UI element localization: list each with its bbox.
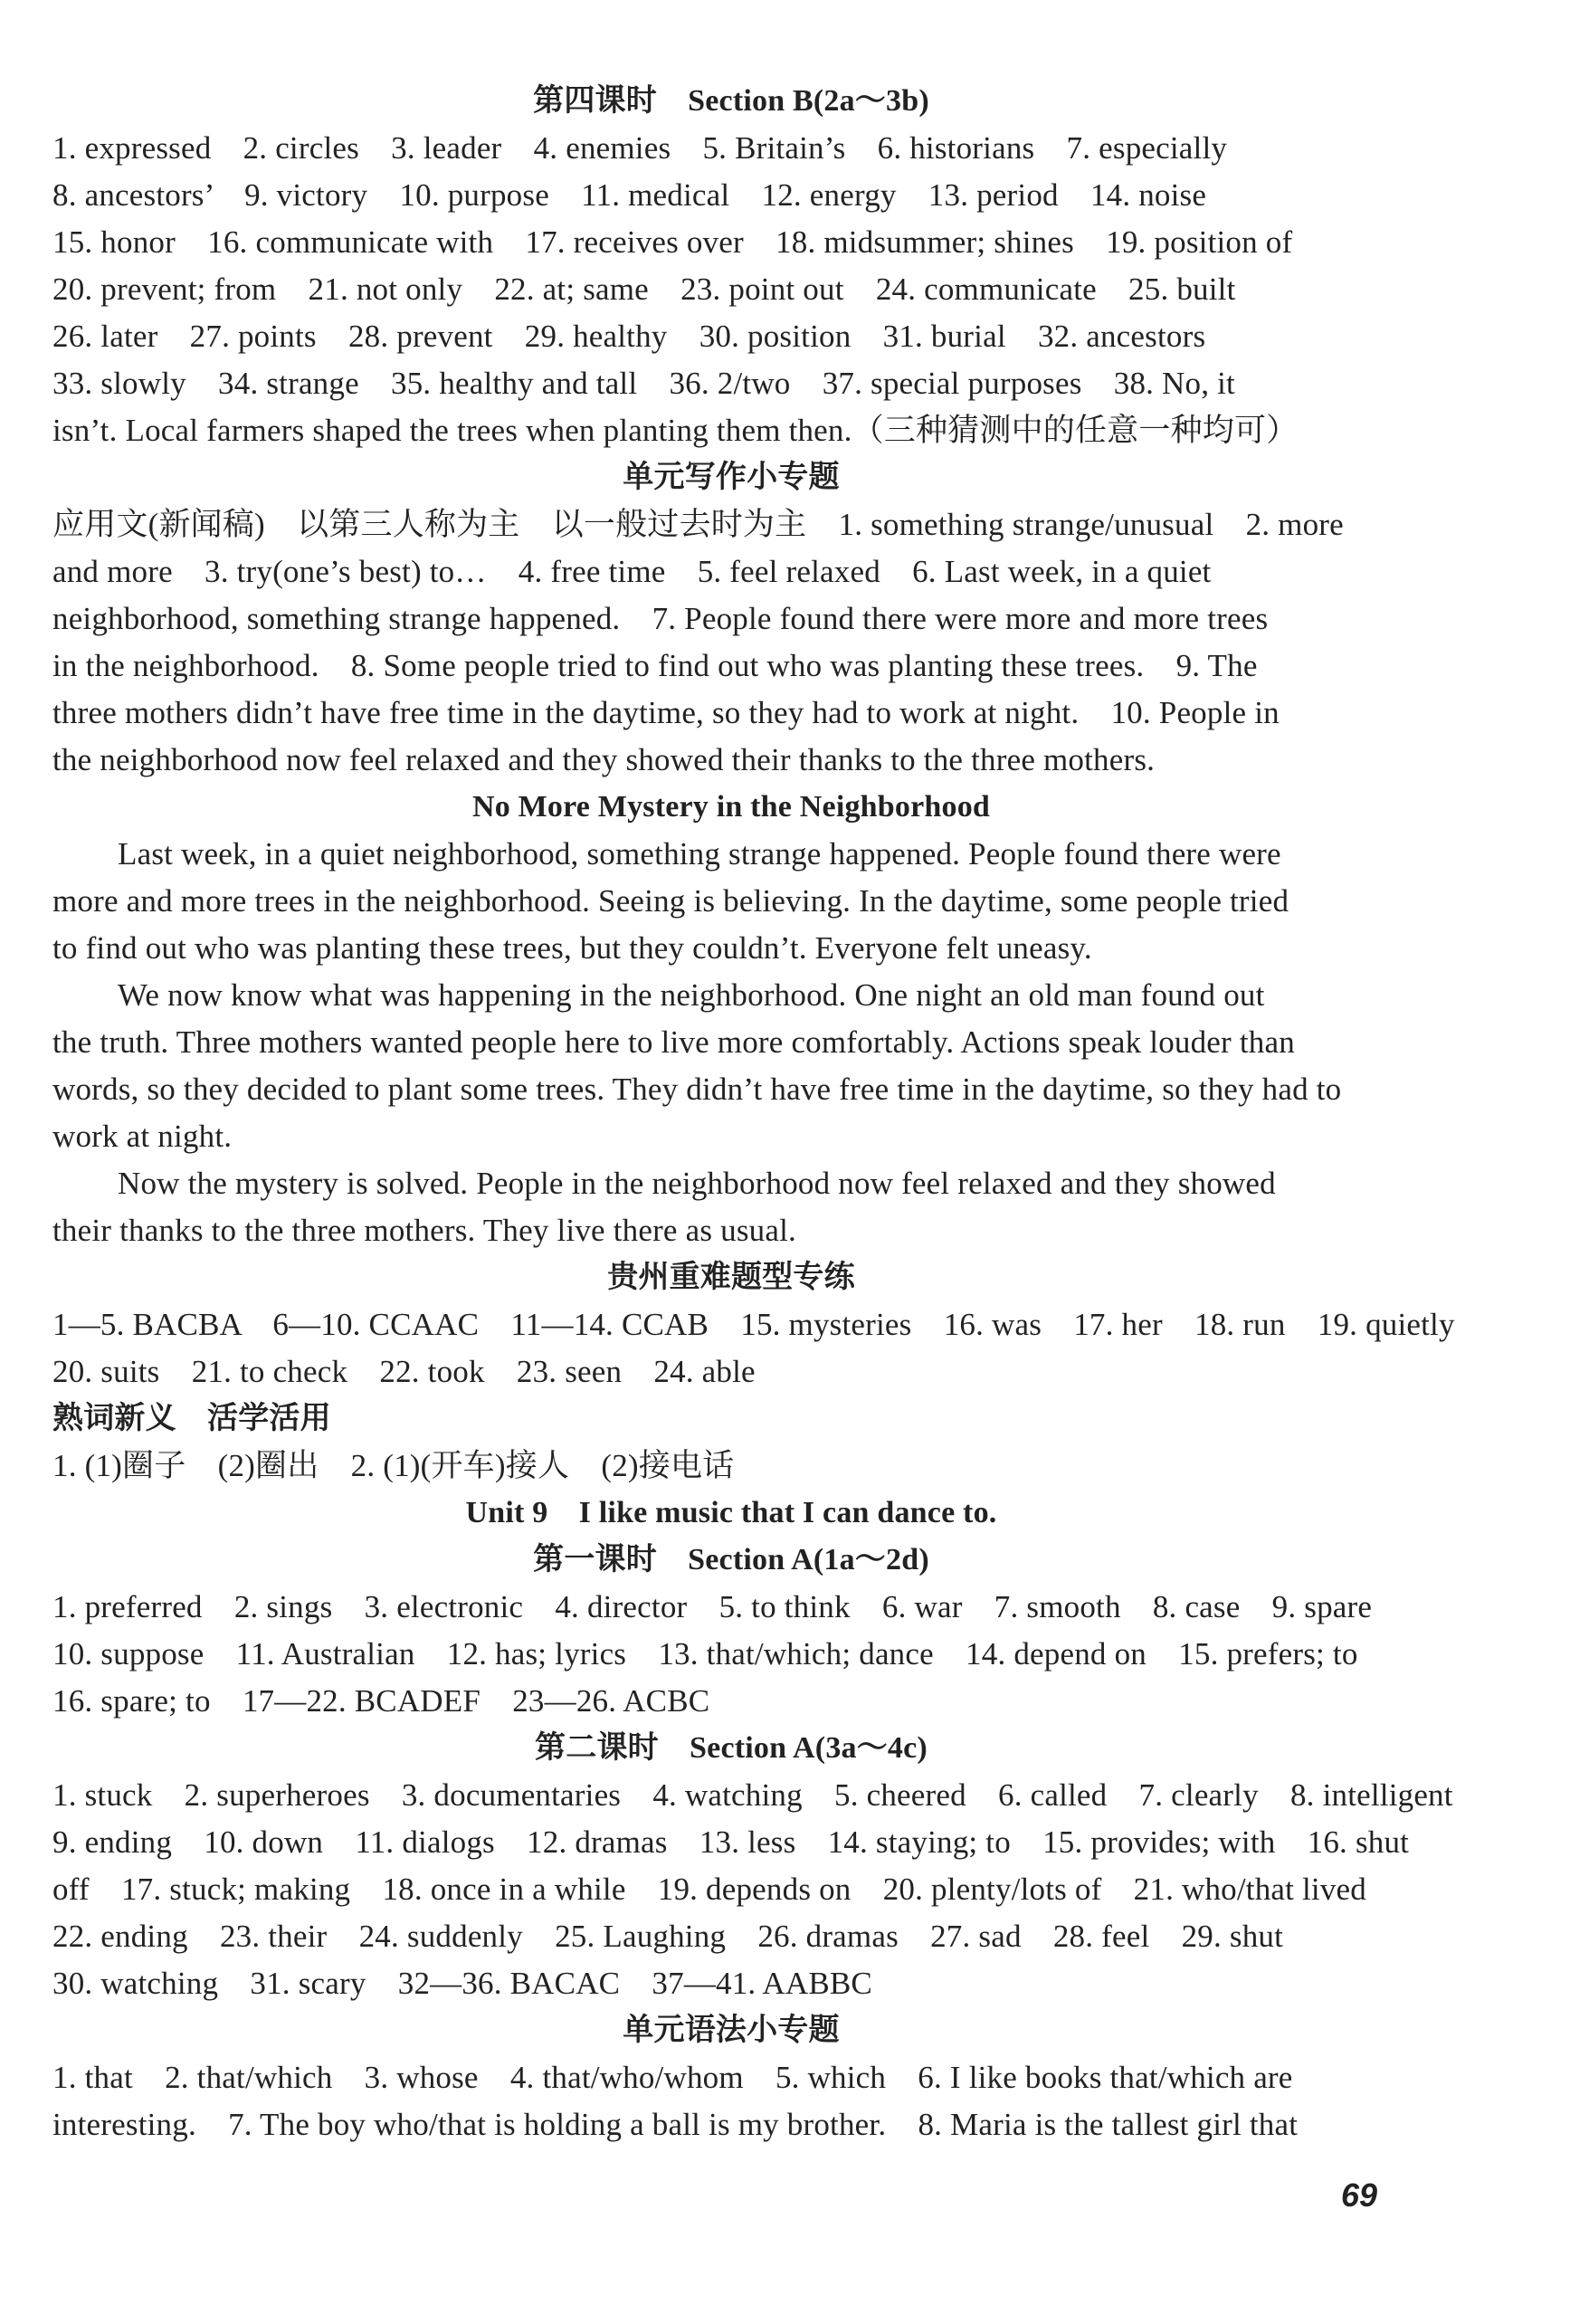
answer-line: 33. slowly 34. strange 35. healthy and tall 36. 2/two 37. special purposes 38. No, it — [52, 366, 1235, 401]
answer-line: neighborhood, something strange happened. 7. People found there were more and more trees — [52, 601, 1269, 636]
answer-line: and more 3. try(one’s best) to… 4. free time 5. feel relaxed 6. Last week, in a quiet — [52, 554, 1212, 589]
answer-line: 应用文(新闻稿) 以第三人称为主 以一般过去时为主 1. something strange/unusual 2. more — [52, 507, 1344, 542]
answer-line: three mothers didn’t have free time in the daytime, so they had to work at night. 10. People in — [52, 695, 1280, 730]
answer-line: 9. ending 10. down 11. dialogs 12. dramas 13. less 14. staying; to 15. provides; with 16. shut — [52, 1824, 1410, 1860]
answer-line: in the neighborhood. 8. Some people tried to find out who was planting these trees. 9. The — [52, 648, 1258, 683]
answer-line: 22. ending 23. their 24. suddenly 25. Laughing 26. dramas 27. sad 28. feel 29. shut — [52, 1919, 1284, 1954]
answer-line: 1. expressed 2. circles 3. leader 4. enemies 5. Britain’s 6. historians 7. especially — [52, 130, 1228, 166]
answer-line: 1. that 2. that/which 3. whose 4. that/who/whom 5. which 6. I like books that/which are — [52, 2060, 1293, 2095]
answer-line: 1. stuck 2. superheroes 3. documentaries 4. watching 5. cheered 6. called 7. clearly 8. intelligent — [52, 1777, 1453, 1813]
essay-line: work at night. — [52, 1119, 233, 1154]
answer-line: 1. preferred 2. sings 3. electronic 4. director 5. to think 6. war 7. smooth 8. case 9. spare — [52, 1589, 1373, 1624]
essay-line: the truth. Three mothers wanted people here to live more comfortably. Actions speak louder than — [52, 1024, 1295, 1060]
answer-line: interesting. 7. The boy who/that is holding a ball is my brother. 8. Maria is the tallest girl that — [52, 2107, 1299, 2142]
essay-line: Last week, in a quiet neighborhood, something strange happened. People found there were — [118, 836, 1281, 872]
answer-line: the neighborhood now feel relaxed and they showed their thanks to the three mothers. — [52, 742, 1156, 777]
essay-line: to find out who was planting these trees, but they couldn’t. Everyone felt uneasy. — [52, 930, 1092, 966]
section-heading: 单元语法小专题 — [623, 2014, 840, 2047]
essay-line: more and more trees in the neighborhood. Seeing is believing. In the daytime, some people tried — [52, 883, 1289, 919]
essay-line: their thanks to the three mothers. They live there as usual. — [52, 1213, 796, 1248]
answer-line: 1. (1)圈子 (2)圈出 2. (1)(开车)接人 (2)接电话 — [52, 1448, 735, 1483]
answer-line: isn’t. Local farmers shaped the trees when planting them then.（三种猜测中的任意一种均可） — [52, 413, 1299, 448]
subsection-heading: 熟词新义 活学活用 — [52, 1402, 331, 1435]
answer-line: off 17. stuck; making 18. once in a while 19. depends on 20. plenty/lots of 21. who/that lived — [52, 1872, 1366, 1907]
essay-line: words, so they decided to plant some trees. They didn’t have free time in the daytime, so they had to — [52, 1072, 1342, 1107]
answer-line: 20. suits 21. to check 22. took 23. seen 24. able — [52, 1354, 756, 1389]
section-heading: 贵州重难题型专练 — [607, 1261, 855, 1294]
answer-line: 30. watching 31. scary 32—36. BACAC 37—41. AABBC — [52, 1966, 872, 2001]
essay-title: No More Mystery in the Neighborhood — [471, 790, 991, 824]
section-heading: 第一课时 Section A(1a～2d) — [533, 1543, 929, 1576]
essay-line: We now know what was happening in the neighborhood. One night an old man found out — [118, 977, 1265, 1013]
section-heading: 单元写作小专题 — [623, 461, 840, 494]
answer-line: 16. spare; to 17—22. BCADEF 23—26. ACBC — [52, 1683, 710, 1719]
unit-title: Unit 9 I like music that I can dance to. — [465, 1496, 997, 1529]
answer-line: 15. honor 16. communicate with 17. receives over 18. midsummer; shines 19. position of — [52, 224, 1293, 260]
answer-line: 26. later 27. points 28. prevent 29. healthy 30. position 31. burial 32. ancestors — [52, 319, 1206, 354]
section-heading: 第二课时 Section A(3a～4c) — [535, 1731, 928, 1765]
page-number: 69 — [1341, 2176, 1378, 2214]
answer-line: 10. suppose 11. Australian 12. has; lyrics 13. that/which; dance 14. depend on 15. prefers; to — [52, 1636, 1358, 1672]
section-heading: 第四课时 Section B(2a～3b) — [533, 84, 929, 118]
answer-line: 1—5. BACBA 6—10. CCAAC 11—14. CCAB 15. mysteries 16. was 17. her 18. run 19. quietly — [52, 1307, 1455, 1342]
answer-line: 8. ancestors’ 9. victory 10. purpose 11. medical 12. energy 13. period 14. noise — [52, 177, 1207, 213]
answer-line: 20. prevent; from 21. not only 22. at; same 23. point out 24. communicate 25. built — [52, 271, 1236, 307]
essay-line: Now the mystery is solved. People in the neighborhood now feel relaxed and they showed — [118, 1166, 1276, 1201]
